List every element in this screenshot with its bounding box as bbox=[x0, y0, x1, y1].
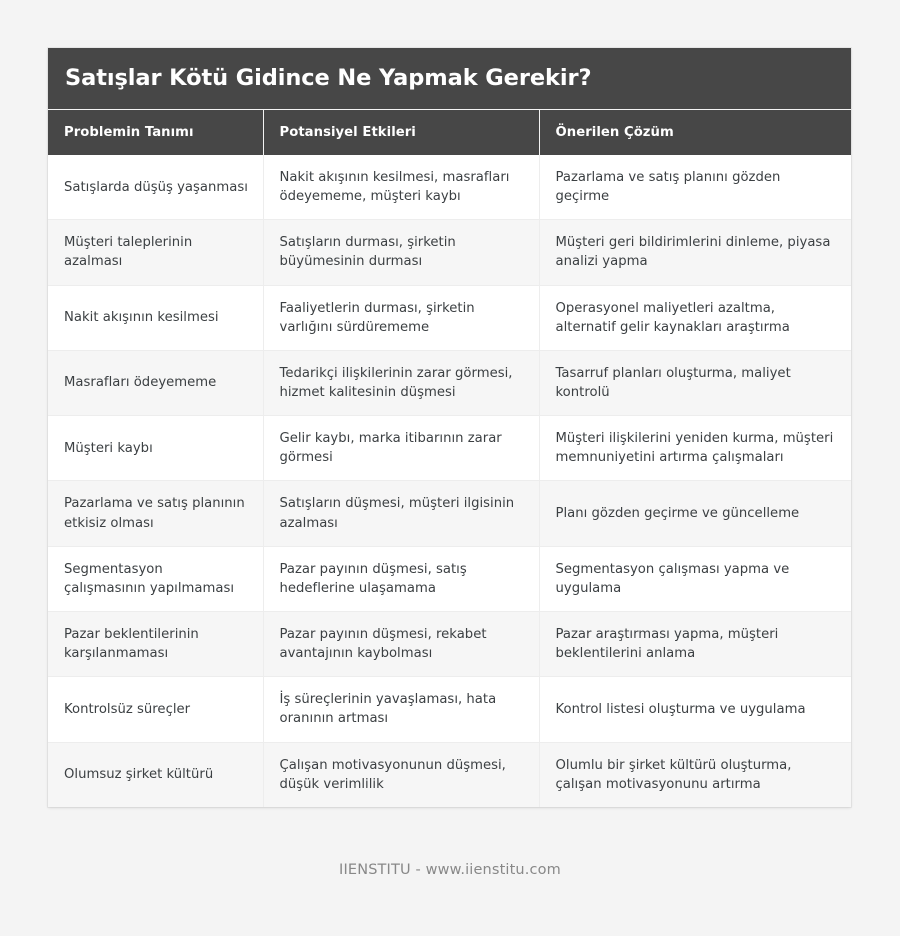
title-bar bbox=[48, 48, 851, 110]
table-header bbox=[48, 110, 851, 155]
table-row bbox=[48, 416, 851, 481]
cell-effect: Gelir kaybı, marka itibarının zarar görmesi bbox=[263, 416, 539, 481]
table-row bbox=[48, 350, 851, 415]
cell-problem: Müşteri taleplerinin azalması bbox=[48, 220, 263, 285]
cell-problem: Olumsuz şirket kültürü bbox=[48, 742, 263, 807]
table-row bbox=[48, 155, 851, 220]
table-row bbox=[48, 481, 851, 546]
table-row bbox=[48, 611, 851, 676]
cell-effect: Tedarikçi ilişkilerinin zarar görmesi, hizmet kalitesinin düşmesi bbox=[263, 350, 539, 415]
cell-problem: Kontrolsüz süreçler bbox=[48, 677, 263, 742]
cell-effect: Pazar payının düşmesi, rekabet avantajının kaybolması bbox=[263, 611, 539, 676]
table-row bbox=[48, 220, 851, 285]
cell-solution: Pazar araştırması yapma, müşteri beklentilerini anlama bbox=[539, 611, 851, 676]
cell-problem: Pazar beklentilerinin karşılanmaması bbox=[48, 611, 263, 676]
table-header-row bbox=[48, 110, 851, 155]
table-row bbox=[48, 546, 851, 611]
cell-solution: Planı gözden geçirme ve güncelleme bbox=[539, 481, 851, 546]
cell-effect: Satışların durması, şirketin büyümesinin durması bbox=[263, 220, 539, 285]
cell-solution: Pazarlama ve satış planını gözden geçirme bbox=[539, 155, 851, 220]
table-row bbox=[48, 677, 851, 742]
column-header-problem: Problemin Tanımı bbox=[48, 110, 263, 155]
cell-effect: İş süreçlerinin yavaşlaması, hata oranının artması bbox=[263, 677, 539, 742]
table-row bbox=[48, 742, 851, 807]
cell-solution: Müşteri geri bildirimlerini dinleme, piyasa analizi yapma bbox=[539, 220, 851, 285]
cell-solution: Müşteri ilişkilerini yeniden kurma, müşteri memnuniyetini artırma çalışmaları bbox=[539, 416, 851, 481]
cell-solution: Operasyonel maliyetleri azaltma, alternatif gelir kaynakları araştırma bbox=[539, 285, 851, 350]
footer-attribution: IIENSTITU - www.iienstitu.com bbox=[339, 862, 561, 878]
column-header-effects: Potansiyel Etkileri bbox=[263, 110, 539, 155]
cell-problem: Satışlarda düşüş yaşanması bbox=[48, 155, 263, 220]
cell-solution: Kontrol listesi oluşturma ve uygulama bbox=[539, 677, 851, 742]
cell-problem: Nakit akışının kesilmesi bbox=[48, 285, 263, 350]
table-row bbox=[48, 285, 851, 350]
cell-effect: Faaliyetlerin durması, şirketin varlığını sürdürememe bbox=[263, 285, 539, 350]
page-title: Satışlar Kötü Gidince Ne Yapmak Gerekir? bbox=[65, 65, 592, 92]
cell-effect: Çalışan motivasyonunun düşmesi, düşük verimlilik bbox=[263, 742, 539, 807]
cell-effect: Nakit akışının kesilmesi, masrafları ödeyememe, müşteri kaybı bbox=[263, 155, 539, 220]
cell-solution: Tasarruf planları oluşturma, maliyet kontrolü bbox=[539, 350, 851, 415]
comparison-table bbox=[48, 110, 851, 807]
cell-solution: Olumlu bir şirket kültürü oluşturma, çalışan motivasyonunu artırma bbox=[539, 742, 851, 807]
cell-effect: Pazar payının düşmesi, satış hedeflerine ulaşamama bbox=[263, 546, 539, 611]
cell-problem: Müşteri kaybı bbox=[48, 416, 263, 481]
cell-problem: Segmentasyon çalışmasının yapılmaması bbox=[48, 546, 263, 611]
table-body bbox=[48, 155, 851, 807]
column-header-solution: Önerilen Çözüm bbox=[539, 110, 851, 155]
table-card bbox=[48, 48, 851, 807]
cell-solution: Segmentasyon çalışması yapma ve uygulama bbox=[539, 546, 851, 611]
cell-effect: Satışların düşmesi, müşteri ilgisinin azalması bbox=[263, 481, 539, 546]
cell-problem: Masrafları ödeyememe bbox=[48, 350, 263, 415]
cell-problem: Pazarlama ve satış planının etkisiz olması bbox=[48, 481, 263, 546]
